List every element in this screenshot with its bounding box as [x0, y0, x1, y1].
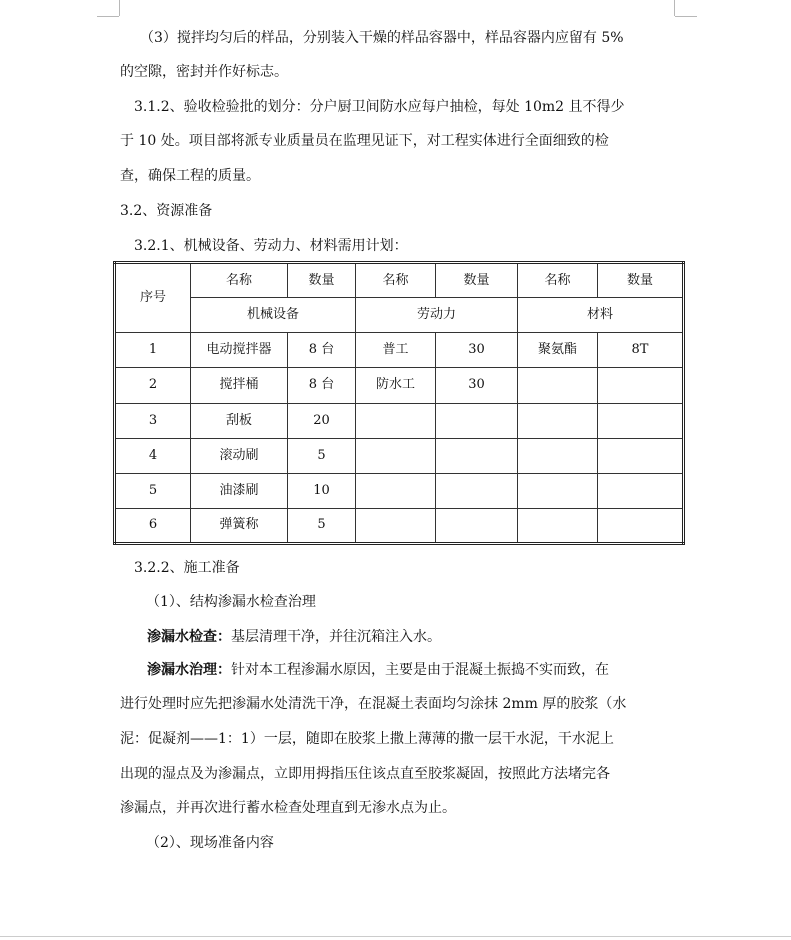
crop-mark-top-left-h — [97, 16, 119, 17]
cell-labor — [356, 438, 436, 473]
leak-treat-text: 针对本工程渗漏水原因，主要是由于混凝土振捣不实而致，在 — [231, 662, 609, 678]
cell-labor-qty — [436, 508, 518, 543]
crop-mark-top-right-v — [674, 0, 675, 16]
cell-seq: 4 — [115, 438, 191, 473]
cell-material — [518, 438, 598, 473]
header-material-qty: 数量 — [598, 263, 684, 298]
cell-machine-qty: 8 台 — [288, 333, 356, 368]
cell-machine-qty: 8 台 — [288, 368, 356, 403]
cell-machine: 搅拌桶 — [191, 368, 288, 403]
leak-check-text: 基层清理干净，并往沉箱注入水。 — [231, 629, 441, 645]
subheading-structure-leak: （1）、结构渗漏水检查治理 — [146, 594, 316, 610]
heading-3-2: 3.2、资源准备 — [120, 203, 213, 219]
cell-labor-qty — [436, 438, 518, 473]
cell-material-qty: 8T — [598, 333, 684, 368]
cell-material — [518, 368, 598, 403]
cell-material-qty — [598, 438, 684, 473]
table-row — [115, 368, 684, 403]
cell-machine: 刮板 — [191, 403, 288, 438]
group-machine: 机械设备 — [191, 298, 356, 333]
cell-labor-qty — [436, 473, 518, 508]
cell-material — [518, 473, 598, 508]
cell-seq: 6 — [115, 508, 191, 543]
cell-machine: 油漆刷 — [191, 473, 288, 508]
cell-material-qty — [598, 508, 684, 543]
cell-machine: 弹簧称 — [191, 508, 288, 543]
paragraph-leak-treat-line3: 泥：促凝剂——1：1）一层，随即在胶浆上撒上薄薄的撒一层干水泥，干水泥上 — [120, 731, 614, 747]
cell-machine: 电动搅拌器 — [191, 333, 288, 368]
paragraph-inspection-line3: 查，确保工程的质量。 — [120, 168, 260, 184]
header-material-name: 名称 — [518, 263, 598, 298]
heading-3-2-2: 3.2.2、施工准备 — [134, 560, 240, 576]
paragraph-inspection-line1: 3.1.2、验收检验批的划分：分户厨卫间防水应每户抽检，每处 10m2 且不得少 — [134, 99, 625, 115]
paragraph-leak-check — [147, 627, 707, 647]
crop-mark-top-right-h — [675, 16, 697, 17]
header-seq: 序号 — [115, 263, 191, 333]
resource-table — [113, 261, 685, 545]
cell-machine-qty: 20 — [288, 403, 356, 438]
paragraph-leak-treat-line2: 进行处理时应先把渗漏水处清洗干净，在混凝土表面均匀涂抹 2mm 厚的胶浆（水 — [120, 696, 627, 712]
cell-labor — [356, 473, 436, 508]
cell-labor: 防水工 — [356, 368, 436, 403]
group-material: 材料 — [518, 298, 684, 333]
cell-labor-qty: 30 — [436, 333, 518, 368]
paragraph-leak-treat-line1 — [147, 660, 707, 680]
group-labor: 劳动力 — [356, 298, 518, 333]
crop-mark-top-left-v — [119, 0, 120, 16]
heading-3-2-1: 3.2.1、机械设备、劳动力、材料需用计划： — [134, 238, 408, 254]
header-labor-qty: 数量 — [436, 263, 518, 298]
cell-material-qty — [598, 403, 684, 438]
cell-seq: 5 — [115, 473, 191, 508]
cell-material: 聚氨酯 — [518, 333, 598, 368]
table-row — [115, 333, 684, 368]
paragraph-inspection-line2: 于 10 处。项目部将派专业质量员在监理见证下，对工程实体进行全面细致的检 — [120, 133, 609, 149]
cell-labor-qty — [436, 403, 518, 438]
table-row — [115, 403, 684, 438]
cell-labor — [356, 403, 436, 438]
paragraph-sample-line1: （3）搅拌均匀后的样品，分别装入干燥的样品容器中，样品容器内应留有 5% — [140, 30, 624, 46]
cell-material — [518, 508, 598, 543]
table-row — [115, 438, 684, 473]
paragraph-sample-line2: 的空隙，密封并作好标志。 — [120, 64, 288, 80]
header-machine-name: 名称 — [191, 263, 288, 298]
table-row — [115, 473, 684, 508]
cell-seq: 2 — [115, 368, 191, 403]
cell-labor: 普工 — [356, 333, 436, 368]
cell-machine-qty: 5 — [288, 438, 356, 473]
table-row — [115, 508, 684, 543]
cell-labor-qty: 30 — [436, 368, 518, 403]
cell-material-qty — [598, 368, 684, 403]
leak-treat-label: 渗漏水治理： — [147, 662, 231, 678]
cell-machine-qty: 10 — [288, 473, 356, 508]
paragraph-leak-treat-line5: 渗漏点，并再次进行蓄水检查处理直到无渗水点为止。 — [120, 800, 456, 816]
page-bottom-border — [0, 936, 791, 937]
paragraph-leak-treat-line4: 出现的湿点及为渗漏点，立即用拇指压住该点直至胶浆凝固，按照此方法堵完各 — [120, 766, 610, 782]
cell-machine: 滚动刷 — [191, 438, 288, 473]
cell-labor — [356, 508, 436, 543]
cell-machine-qty: 5 — [288, 508, 356, 543]
header-labor-name: 名称 — [356, 263, 436, 298]
leak-check-label: 渗漏水检查： — [147, 629, 231, 645]
cell-material — [518, 403, 598, 438]
header-machine-qty: 数量 — [288, 263, 356, 298]
subheading-site-prep: （2）、现场准备内容 — [146, 835, 274, 851]
cell-seq: 3 — [115, 403, 191, 438]
cell-seq: 1 — [115, 333, 191, 368]
cell-material-qty — [598, 473, 684, 508]
